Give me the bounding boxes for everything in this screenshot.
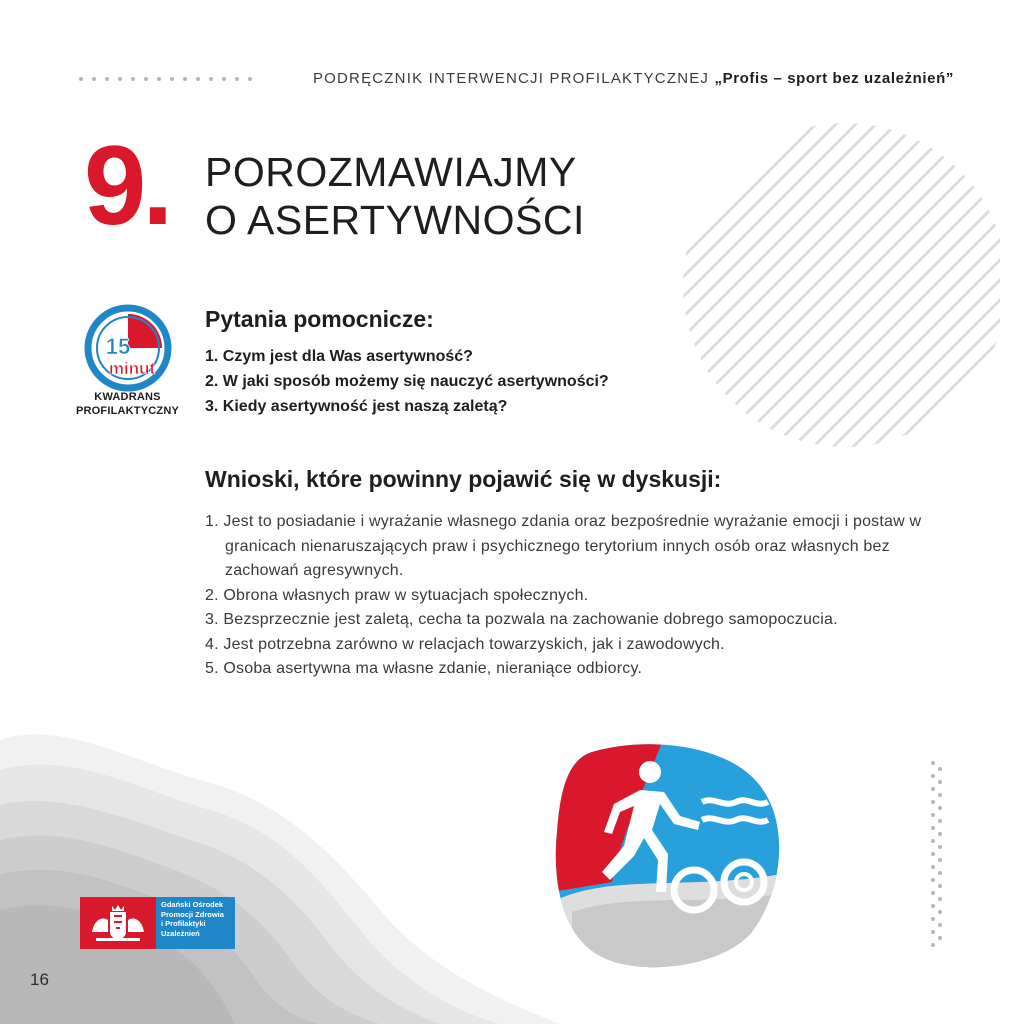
header-title: PODRĘCZNIK INTERWENCJI PROFILAKTYCZNEJ <box>312 70 710 87</box>
conclusion-item: 4. Jest potrzebna zarówno w relacjach towarzyskich, jak i zawodowych. <box>205 635 725 653</box>
header-dots-decoration <box>78 76 258 82</box>
question-item: 3. Kiedy asertywność jest naszą zaletą? <box>205 398 508 415</box>
chapter-number: 9. <box>84 123 170 248</box>
badge-caption-line2: PROFILAKTYCZNY <box>75 405 180 417</box>
sport-runner-logo-icon <box>552 742 792 972</box>
conclusions-heading: Wnioski, które powinny pojawić się w dyskusji: <box>205 466 722 492</box>
badge-caption <box>70 390 185 418</box>
institution-line1: Gdański Ośrodek <box>161 900 224 909</box>
conclusion-item: 2. Obrona własnych praw w sytuacjach społecznych. <box>205 586 589 604</box>
header-title-bold: „Profis – sport bez uzależnień” <box>714 70 954 87</box>
questions-list <box>205 344 609 419</box>
vertical-dots-decoration <box>930 760 942 950</box>
page-number: 16 <box>30 970 49 989</box>
questions-heading: Pytania pomocnicze: <box>205 306 434 332</box>
chapter-title-line2: O ASERTYWNOŚCI <box>205 197 585 243</box>
conclusion-item: 5. Osoba asertywna ma własne zdanie, nieraniące odbiorcy. <box>205 660 643 677</box>
question-item: 2. W jaki sposób możemy się nauczyć asertywności? <box>205 373 609 390</box>
institution-line4: Uzależnień <box>161 928 200 938</box>
striped-circle-decoration <box>680 120 1000 460</box>
badge-unit: minut <box>108 359 156 378</box>
chapter-title-line1: POROZMAWIAJMY <box>205 149 577 195</box>
institution-line2: Promocji Zdrowia <box>161 909 224 919</box>
conclusion-item: 1. Jest to posiadanie i wyrażanie własnego zdania oraz bezpośrednie wyrażanie emocji i postaw w granicach nienaruszających praw i psychicznego terytorium innych osób oraz własnych bez zachowań agresywnych. <box>205 513 922 579</box>
institution-line3: i Profilaktyki <box>161 919 206 928</box>
question-item: 1. Czym jest dla Was asertywność? <box>205 348 473 365</box>
conclusion-item: 3. Bezsprzecznie jest zaletą, cecha ta pozwala na zachowanie dobrego samopoczucia. <box>205 611 838 628</box>
wave-background-decoration <box>0 700 560 1024</box>
institution-name <box>161 900 235 938</box>
chapter-title <box>205 148 585 244</box>
badge-number: 15 <box>105 334 131 359</box>
conclusions-list <box>205 510 955 682</box>
gdansk-crest-icon <box>88 902 148 944</box>
running-header <box>270 70 954 87</box>
badge-caption-line1: KWADRANS <box>94 391 161 403</box>
